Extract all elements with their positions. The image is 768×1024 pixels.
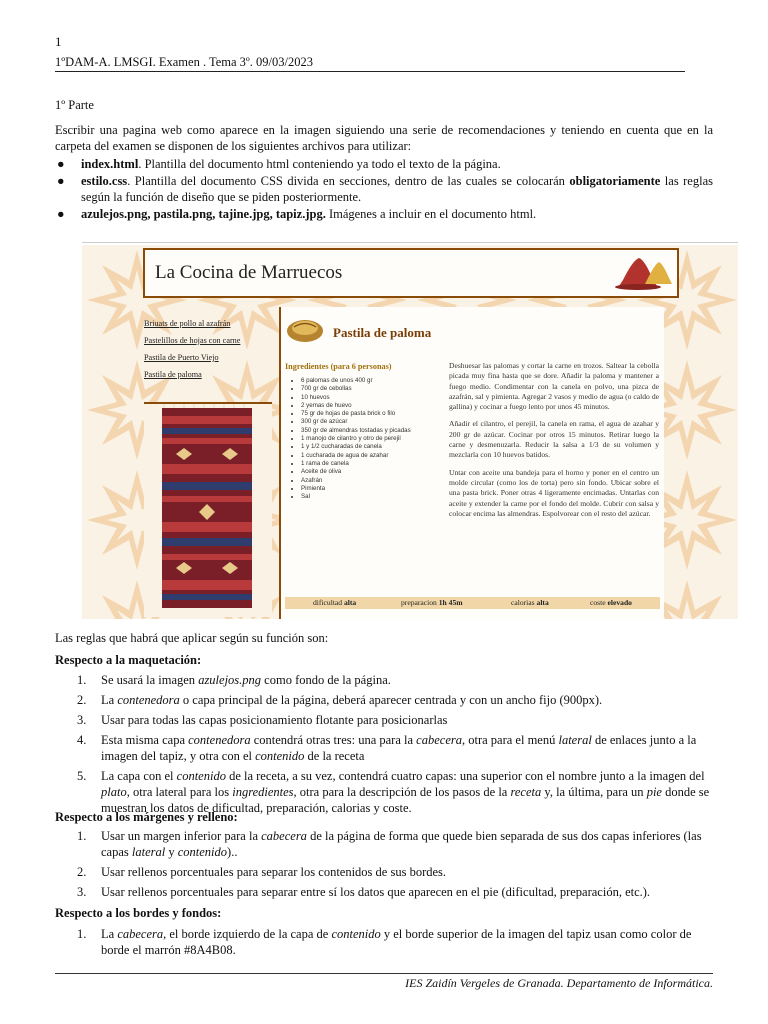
rules-intro: Las reglas que habrá que aplicar según su función son:	[55, 631, 329, 645]
recipe-steps	[449, 361, 659, 526]
plato-image	[285, 313, 325, 345]
tajine-icon	[611, 256, 673, 292]
rule-text: Usar rellenos porcentuales para separar los contenidos de sus bordes.	[101, 865, 447, 879]
list-item: • 700 gr de cebollas	[301, 385, 443, 393]
list-item: • Aceite de oliva	[301, 468, 443, 476]
footer-label: dificultad	[313, 598, 344, 607]
list-item: • 75 gr de hojas de pasta brick o filo	[301, 410, 443, 418]
ingredients-list	[291, 377, 443, 501]
footer-label: calorias	[511, 598, 537, 607]
list-item: • Sal	[301, 493, 443, 501]
footer-value: elevado	[607, 598, 632, 607]
list-item: • 300 gr de azúcar	[301, 418, 443, 426]
list-number: 1.	[77, 927, 87, 941]
list-item	[55, 206, 713, 222]
list-item	[55, 692, 713, 708]
site-title: La Cocina de Marruecos	[155, 262, 343, 283]
nav-link-pastila-paloma[interactable]: Pastila de paloma	[144, 370, 202, 379]
list-item: • 10 huevos	[301, 394, 443, 402]
list-item: • 2 yemas de huevo	[301, 402, 443, 410]
list-item	[55, 712, 713, 728]
list-item: • 1 cucharada de agua de azahar	[301, 452, 443, 460]
list-item: • 6 palomas de unos 400 gr	[301, 377, 443, 385]
rules-list-layout	[55, 672, 713, 820]
list-number: 3.	[77, 713, 87, 727]
list-number: 3.	[77, 885, 87, 899]
rule-text: Usar un margen inferior para la cabecera de la página de forma que quede bien separada de sus dos capas inferiores (las capas lateral y contenido)..	[101, 829, 702, 859]
nav-link-pastila-puerto-viejo[interactable]: Pastila de Puerto Viejo	[144, 353, 219, 362]
list-item	[55, 926, 713, 958]
recipe-step: Deshuesar las palomas y cortar la carne en trozos. Saltear la cebolla picada muy fina hasta que se dore. Añadir la paloma y mantener a fuego medio. Condimentar con la canela en polvo, una pizca de azafrán, sal y pimienta. Agregar 2 vasos y medio de agua (o caldo de gallina) y cocinar a fuego lento por unos 45 minutos.	[449, 361, 659, 412]
list-item: • Azafrán	[301, 477, 443, 485]
list-number: 1.	[77, 673, 87, 687]
rules-list-margins	[55, 828, 713, 904]
recipe-footer	[285, 597, 660, 609]
page-number: 1	[55, 34, 62, 49]
list-item	[55, 864, 713, 880]
rule-text: Usar para todas las capas posicionamiento flotante para posicionarlas	[101, 713, 448, 727]
tapiz-container	[144, 402, 272, 617]
section-heading-layout: Respecto a la maquetación:	[55, 653, 202, 667]
recipe-title: Pastila de paloma	[333, 325, 432, 340]
list-item	[55, 828, 713, 860]
file-description: las reglas según la función de diseño que se piden posteriormente.	[81, 174, 713, 204]
list-number: 2.	[77, 865, 87, 879]
example-webpage-figure	[82, 245, 738, 619]
nav-link-pastelillos[interactable]: Pastelillos de hojas con carne	[144, 336, 241, 345]
footer-calories	[511, 598, 549, 607]
list-item: • Pimienta	[301, 485, 443, 493]
file-description: Imágenes a incluir en el documento html.	[325, 207, 537, 221]
file-description: . Plantilla del documento CSS divida en secciones, dentro de las cuales se colocarán	[127, 174, 570, 188]
file-name: index.html	[81, 157, 139, 171]
intro-paragraph: Escribir una pagina web como aparece en la imagen siguiendo una serie de recomendaciones y teniendo en cuenta que en la carpeta del examen se disponen de los siguientes archivos para utilizar:	[55, 123, 713, 153]
list-item: • 1 manojo de cilantro y otro de perejil	[301, 435, 443, 443]
footer-difficulty	[313, 598, 356, 607]
footer-value: alta	[344, 598, 357, 607]
rule-text: La contenedora o capa principal de la página, deberá aparecer centrada y con un ancho fijo (900px).	[101, 693, 603, 707]
lateral-menu	[144, 319, 272, 387]
contenido	[279, 307, 664, 619]
rules-list-borders	[55, 926, 713, 962]
bullet-icon: ●	[57, 157, 65, 171]
footer-divider	[55, 973, 713, 974]
emphasis: obligatoriamente	[569, 174, 661, 188]
rule-text: Se usará la imagen azulejos.png como fondo de la página.	[101, 673, 391, 687]
document-header: 1ºDAM-A. LMSGI. Examen . Tema 3º. 09/03/2023	[55, 55, 685, 72]
cabecera	[143, 248, 679, 298]
list-item	[55, 884, 713, 900]
list-number: 2.	[77, 693, 87, 707]
file-name: azulejos.png, pastila.png, tajine.jpg, tapiz.jpg.	[81, 207, 326, 221]
list-item: • 350 gr de almendras tostadas y picadas	[301, 427, 443, 435]
file-description: . Plantilla del documento html conteniendo ya todo el texto de la página.	[138, 157, 501, 171]
ingredients-heading: Ingredientes (para 6 personas)	[285, 362, 392, 371]
list-item	[55, 732, 713, 764]
bullet-icon: ●	[57, 207, 65, 221]
recipe-step: Añadir el cilantro, el perejil, la canela en rama, el agua de azahar y 200 gr de azúcar. Cocinar por otros 15 minutos. Retirar luego la carne y desmenuzarla. Reducir la salsa a 1/3 de su volumen y mezclarla con 10 huevos batidos.	[449, 419, 659, 460]
figure-divider	[82, 242, 738, 243]
list-number: 1.	[77, 829, 87, 843]
footer-value: alta	[536, 598, 549, 607]
tapiz-image	[144, 404, 272, 615]
nav-link-briuats[interactable]: Briuats de pollo al azafrán	[144, 319, 231, 328]
section-heading-margins: Respecto a los márgenes y relleno:	[55, 810, 238, 824]
recipe-step: Untar con aceite una bandeja para el horno y poner en el centro un molde circular (como los de torta) pero sin fondo. Ubicar sobre el una pasta brick. Poner otras 4 ligeramente encimadas. Untarlas con aceite y extender la carne por el fondo del molde. Cubrir con salsa y colocar encima las almendras. Espolvorear con el resto del azúcar.	[449, 467, 659, 518]
footer-label: preparacion	[401, 598, 439, 607]
document-footer: IES Zaidín Vergeles de Granada. Departamento de Informática.	[405, 976, 713, 990]
file-list	[55, 156, 713, 223]
footer-cost	[590, 598, 632, 607]
list-item	[55, 768, 713, 816]
rule-text: La capa con el contenido de la receta, a su vez, contendrá cuatro capas: una superior con el nombre junto a la imagen del plato, otra lateral para los ingredientes, otra para la descripción de los pasos de la receta y, la última, para un pie donde se muestran los datos de dificultad, preparación, calorias y coste.	[101, 769, 710, 815]
footer-label: coste	[590, 598, 608, 607]
list-item	[55, 173, 713, 205]
list-number: 5.	[77, 769, 87, 783]
list-item: • 1 rama de canela	[301, 460, 443, 468]
bullet-icon: ●	[57, 174, 65, 188]
rule-text: La cabecera, el borde izquierdo de la capa de contenido y el borde superior de la imagen del tapiz usan como color de borde el marrón #8A4B08.	[101, 927, 692, 957]
rule-text: Esta misma capa contenedora contendrá otras tres: una para la cabecera, otra para el menú lateral de enlaces junto a la imagen del tapiz, y otra con el contenido de la receta	[101, 733, 697, 763]
footer-value: 1h 45m	[438, 598, 463, 607]
list-item: • 1 y 1/2 cucharadas de canela	[301, 443, 443, 451]
list-item	[55, 156, 713, 172]
footer-preparation	[401, 598, 463, 607]
list-item	[55, 672, 713, 688]
file-name: estilo.css	[81, 174, 128, 188]
part-heading: 1º Parte	[55, 98, 94, 112]
section-heading-borders: Respecto a los bordes y fondos:	[55, 906, 222, 920]
list-number: 4.	[77, 733, 87, 747]
rule-text: Usar rellenos porcentuales para separar entre sí los datos que aparecen en el pie (dificultad, preparación, etc.).	[101, 885, 651, 899]
